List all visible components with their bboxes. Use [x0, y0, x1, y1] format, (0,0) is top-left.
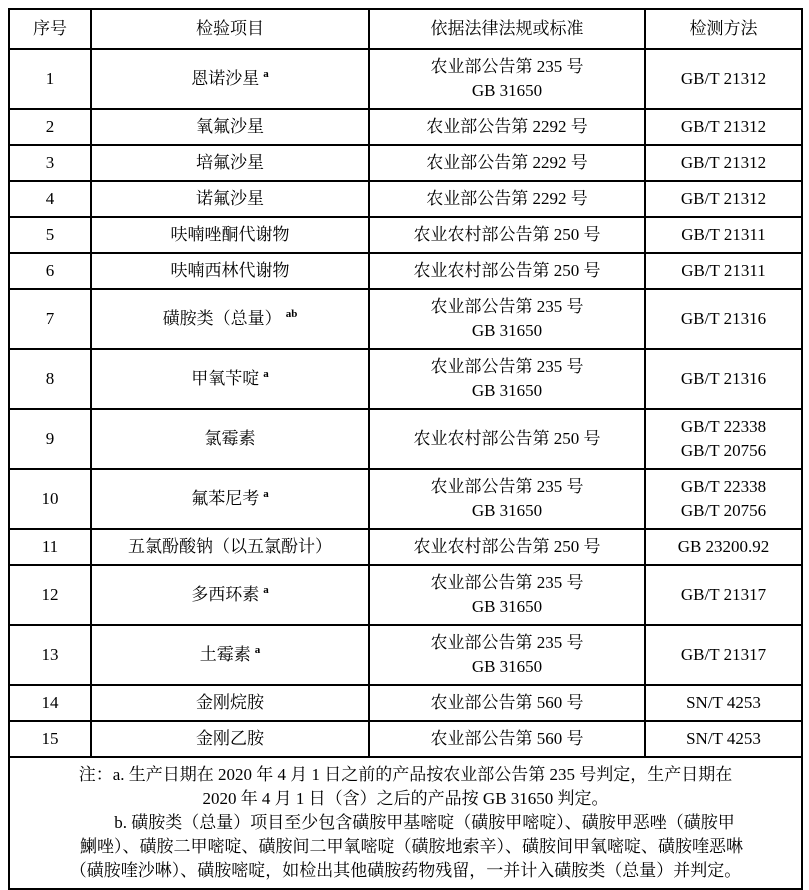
table-row — [9, 565, 802, 625]
method-line: GB/T 21312 — [680, 69, 767, 88]
row-number-cell: 7 — [9, 289, 91, 349]
row-number-cell: 6 — [9, 253, 91, 289]
basis-line: 农业部公告第 235 号 — [430, 57, 584, 76]
basis-line: 农业部公告第 235 号 — [430, 297, 584, 316]
row-number-cell: 4 — [9, 181, 91, 217]
col-header-method: 检测方法 — [645, 9, 802, 49]
legal-basis-cell — [369, 253, 645, 289]
legal-basis-cell — [369, 181, 645, 217]
row-number-cell: 1 — [9, 49, 91, 109]
test-method-cell — [645, 289, 802, 349]
test-method-cell — [645, 469, 802, 529]
test-method-cell — [645, 49, 802, 109]
method-line: GB/T 21311 — [681, 261, 766, 280]
test-method-cell — [645, 565, 802, 625]
test-method-cell — [645, 685, 802, 721]
basis-line: 农业部公告第 2292 号 — [426, 117, 588, 136]
inspection-item-cell: 诺氟沙星 — [91, 181, 369, 217]
test-method-cell — [645, 721, 802, 757]
method-line: GB/T 20756 — [680, 501, 767, 520]
basis-line: 农业农村部公告第 250 号 — [413, 225, 601, 244]
row-number-cell: 10 — [9, 469, 91, 529]
test-method-cell — [645, 625, 802, 685]
test-method-cell — [645, 349, 802, 409]
row-number-cell: 12 — [9, 565, 91, 625]
col-header-item: 检验项目 — [91, 9, 369, 49]
table-row — [9, 253, 802, 289]
basis-line: 农业部公告第 2292 号 — [426, 189, 588, 208]
method-line: GB/T 21312 — [680, 153, 767, 172]
inspection-item-cell: 多西环素 $^a$ — [91, 565, 369, 625]
table-row — [9, 49, 802, 109]
table-row — [9, 685, 802, 721]
legal-basis-cell — [369, 721, 645, 757]
col-header-basis: 依据法律法规或标准 — [369, 9, 645, 49]
test-method-cell — [645, 109, 802, 145]
inspection-item-cell: 金刚烷胺 — [91, 685, 369, 721]
test-method-cell — [645, 529, 802, 565]
inspection-item-cell: 金刚乙胺 — [91, 721, 369, 757]
row-number-cell: 13 — [9, 625, 91, 685]
inspection-item-cell: 磺胺类（总量） $^{ab}$ — [91, 289, 369, 349]
legal-basis-cell — [369, 565, 645, 625]
footnote-marker: a — [263, 68, 269, 81]
inspection-items-table — [8, 8, 803, 890]
table-row — [9, 217, 802, 253]
table-row — [9, 469, 802, 529]
table-row — [9, 181, 802, 217]
inspection-item-cell: 氯霉素 — [91, 409, 369, 469]
basis-line: 农业部公告第 235 号 — [430, 633, 584, 652]
table-row — [9, 409, 802, 469]
table-body — [9, 49, 802, 757]
row-number-cell: 14 — [9, 685, 91, 721]
basis-line: 农业部公告第 235 号 — [430, 573, 584, 592]
note-line: 2020 年 4 月 1 日（含）之后的产品按 GB 31650 判定。 — [202, 789, 609, 808]
test-method-cell — [645, 181, 802, 217]
row-number-cell: 2 — [9, 109, 91, 145]
basis-line: 农业农村部公告第 250 号 — [413, 429, 601, 448]
footnote-marker: a — [263, 368, 269, 381]
note-section — [9, 757, 802, 889]
method-line: GB/T 21312 — [680, 189, 767, 208]
basis-line: GB 31650 — [471, 657, 543, 676]
footnote-marker: a — [263, 584, 269, 597]
note-line: （磺胺喹沙啉）、磺胺嘧啶，如检出其他磺胺药物残留，一并计入磺胺类（总量）并判定。 — [69, 861, 742, 880]
table-row — [9, 721, 802, 757]
header-row — [9, 9, 802, 49]
legal-basis-cell — [369, 469, 645, 529]
inspection-item-cell: 氧氟沙星 — [91, 109, 369, 145]
basis-line: 农业部公告第 235 号 — [430, 357, 584, 376]
basis-line: 农业农村部公告第 250 号 — [413, 261, 601, 280]
legal-basis-cell — [369, 109, 645, 145]
method-line: GB/T 21316 — [680, 369, 767, 388]
table-row — [9, 109, 802, 145]
method-line: GB/T 22338 — [680, 417, 767, 436]
note-line: b. 磺胺类（总量）项目至少包含磺胺甲基嘧啶（磺胺甲嘧啶）、磺胺甲恶唑（磺胺甲 — [114, 813, 735, 832]
basis-line: 农业农村部公告第 250 号 — [413, 537, 601, 556]
test-method-cell — [645, 145, 802, 181]
inspection-item-cell: 氟苯尼考 $^a$ — [91, 469, 369, 529]
inspection-item-cell: 呋喃唑酮代谢物 — [91, 217, 369, 253]
legal-basis-cell — [369, 625, 645, 685]
footnote-marker: a — [254, 644, 261, 657]
basis-line: GB 31650 — [471, 501, 543, 520]
inspection-item-cell: 甲氧苄啶 $^a$ — [91, 349, 369, 409]
legal-basis-cell — [369, 349, 645, 409]
method-line: GB/T 20756 — [680, 441, 767, 460]
table-row — [9, 529, 802, 565]
row-number-cell: 11 — [9, 529, 91, 565]
method-line: GB 23200.92 — [677, 537, 770, 556]
inspection-item-cell: 恩诺沙星 $^a$ — [91, 49, 369, 109]
method-line: SN/T 4253 — [686, 693, 761, 712]
legal-basis-cell — [369, 145, 645, 181]
legal-basis-cell — [369, 529, 645, 565]
legal-basis-cell — [369, 289, 645, 349]
row-number-cell: 3 — [9, 145, 91, 181]
legal-basis-cell — [369, 217, 645, 253]
method-line: GB/T 21317 — [680, 585, 767, 604]
basis-line: GB 31650 — [471, 321, 543, 340]
table-row — [9, 145, 802, 181]
row-number-cell: 9 — [9, 409, 91, 469]
row-number-cell: 15 — [9, 721, 91, 757]
method-line: GB/T 21317 — [680, 645, 767, 664]
basis-line: GB 31650 — [471, 597, 543, 616]
basis-line: 农业部公告第 560 号 — [430, 693, 584, 712]
test-method-cell — [645, 217, 802, 253]
basis-line: 农业部公告第 235 号 — [430, 477, 584, 496]
row-number-cell: 5 — [9, 217, 91, 253]
method-line: SN/T 4253 — [686, 729, 761, 748]
note-row — [9, 757, 802, 889]
basis-line: 农业部公告第 2292 号 — [426, 153, 588, 172]
test-method-cell — [645, 253, 802, 289]
legal-basis-cell — [369, 409, 645, 469]
note-cell — [9, 757, 802, 889]
inspection-item-cell: 土霉素 $^a$ — [91, 625, 369, 685]
footnote-marker: a — [263, 488, 269, 501]
note-line: 鯻唑）、磺胺二甲嘧啶、磺胺间二甲氧嘧啶（磺胺地索辛）、磺胺间甲氧嘧啶、磺胺喹恶啉 — [80, 837, 743, 856]
basis-line: GB 31650 — [471, 381, 543, 400]
legal-basis-cell — [369, 685, 645, 721]
method-line: GB/T 21312 — [680, 117, 767, 136]
inspection-item-cell: 五氯酚酸钠（以五氯酚计） — [91, 529, 369, 565]
table-row — [9, 625, 802, 685]
footnote-marker: ab — [285, 308, 298, 321]
col-header-no: 序号 — [9, 9, 91, 49]
test-method-cell — [645, 409, 802, 469]
basis-line: 农业部公告第 560 号 — [430, 729, 584, 748]
legal-basis-cell — [369, 49, 645, 109]
basis-line: GB 31650 — [471, 81, 543, 100]
method-line: GB/T 21311 — [681, 225, 766, 244]
table-row — [9, 289, 802, 349]
inspection-item-cell: 培氟沙星 — [91, 145, 369, 181]
method-line: GB/T 21316 — [680, 309, 767, 328]
note-line: 注：a. 生产日期在 2020 年 4 月 1 日之前的产品按农业部公告第 235 号判定，生产日期在 — [78, 765, 733, 784]
row-number-cell: 8 — [9, 349, 91, 409]
inspection-item-cell: 呋喃西林代谢物 — [91, 253, 369, 289]
table-row — [9, 349, 802, 409]
method-line: GB/T 22338 — [680, 477, 767, 496]
